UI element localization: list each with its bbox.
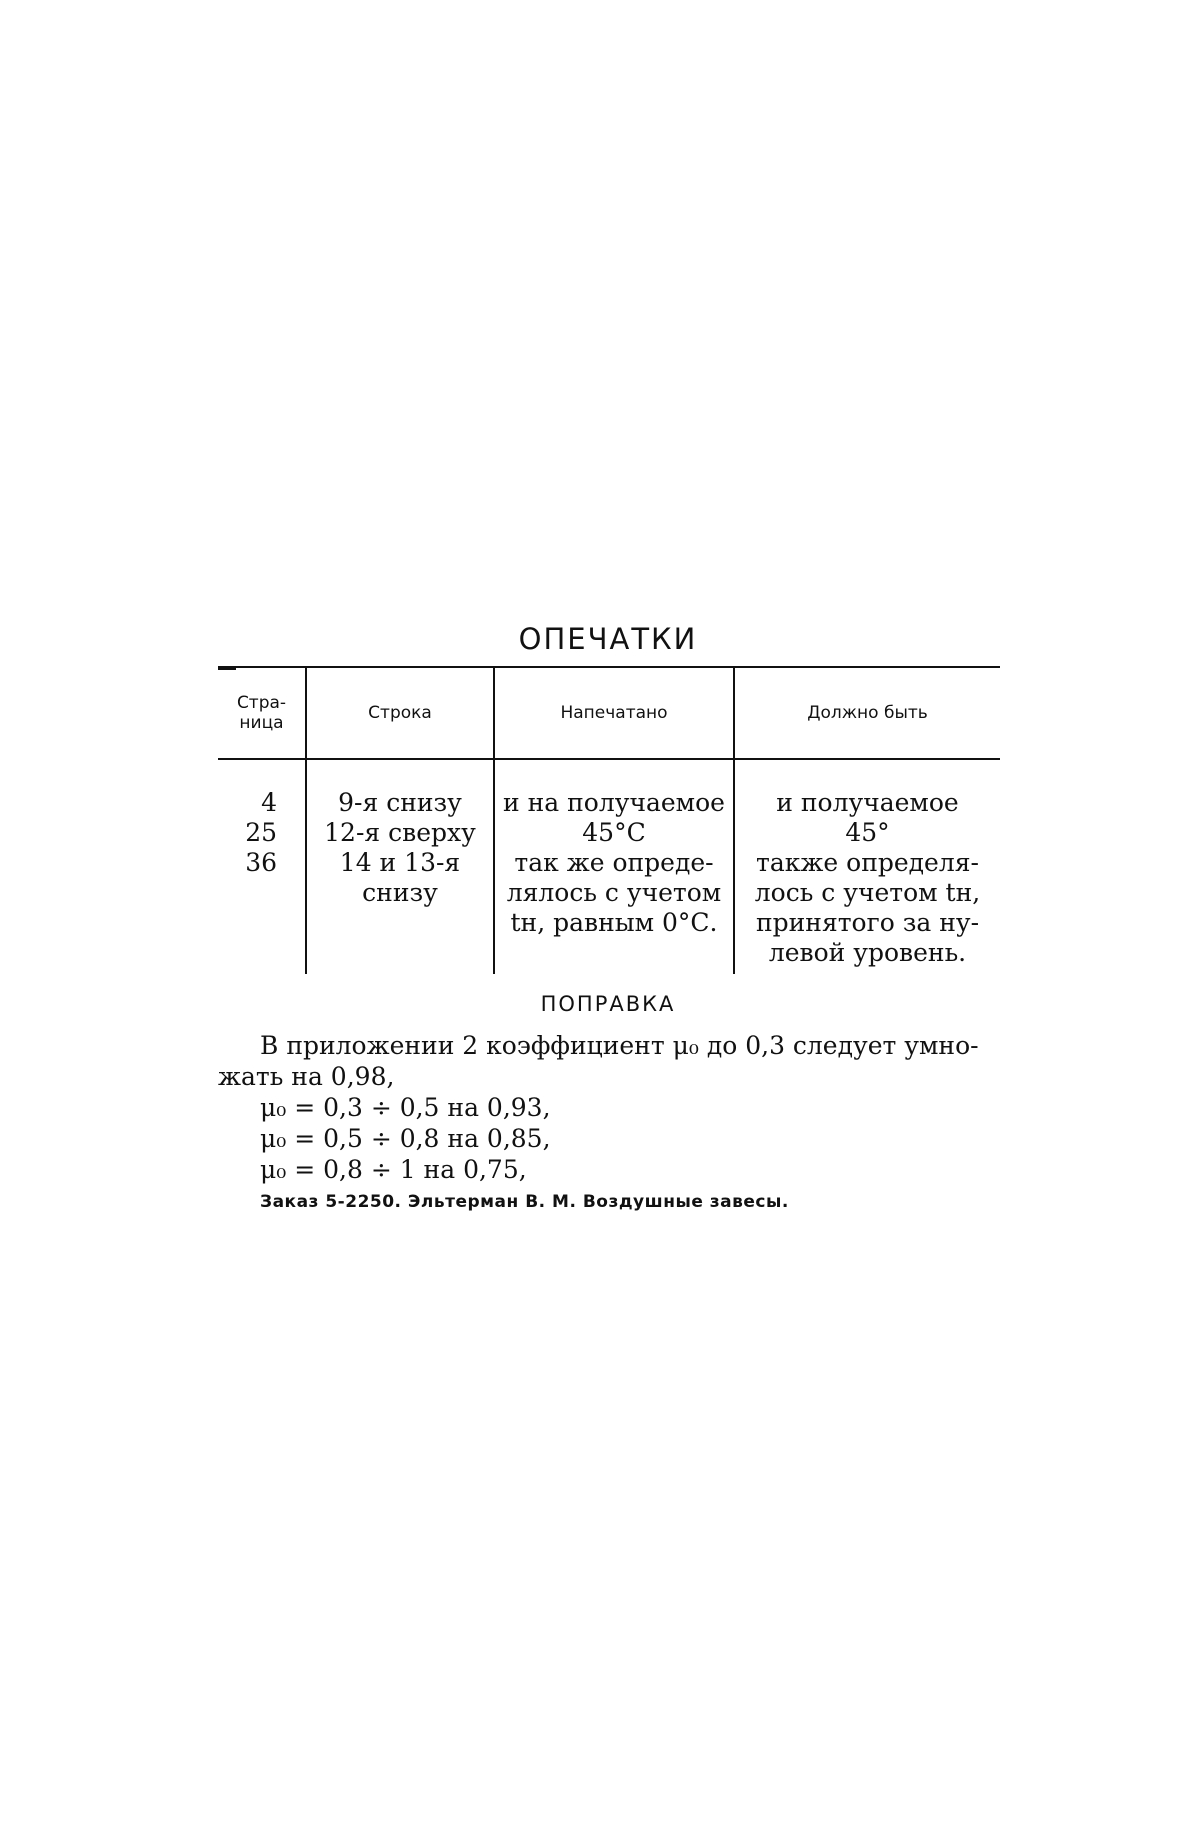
errata-header-row	[218, 667, 1000, 759]
errata-table	[218, 666, 1000, 974]
printed-value: и на получаемое	[503, 788, 725, 817]
should-be-value: лось с учетом tн,	[754, 878, 981, 907]
printed-value: так же опреде-	[514, 848, 714, 877]
should-be-cell	[734, 759, 1000, 974]
header-should-be: Должно быть	[734, 667, 1000, 759]
header-page-text: Стра- ница	[236, 693, 287, 733]
line-value: 12-я сверху	[324, 818, 476, 847]
order-footer: Заказ 5-2250. Эльтерман В. М. Воздушные завесы.	[260, 1192, 789, 1212]
correction-formula: μ₀ = 0,8 ÷ 1 на 0,75,	[260, 1155, 527, 1184]
correction-line: жать на 0,98,	[218, 1062, 395, 1091]
should-be-value: и получаемое	[776, 788, 959, 817]
header-page	[218, 667, 306, 759]
should-be-value: левой уровень.	[768, 938, 967, 967]
line-value: 14 и 13-я	[339, 848, 461, 877]
should-be-value: принятого за ну-	[755, 908, 980, 937]
errata-title: ОПЕЧАТКИ	[518, 622, 698, 656]
line-value: снизу	[362, 878, 438, 907]
should-be-value: также определя-	[756, 848, 979, 877]
line-value: 9-я снизу	[338, 788, 462, 817]
should-be-value: 45°	[845, 818, 890, 847]
correction-line: В приложении 2 коэффициент μ₀ до 0,3 следует умно-	[260, 1031, 979, 1060]
printed-value: 45°C	[582, 818, 646, 847]
lines-cell	[306, 759, 494, 974]
printed-value: tн, равным 0°С.	[510, 908, 718, 937]
correction-formula: μ₀ = 0,3 ÷ 0,5 на 0,93,	[260, 1093, 551, 1122]
pages-cell	[218, 759, 306, 974]
page-value: 36	[245, 848, 277, 877]
header-line: Строка	[306, 667, 494, 759]
printed-cell	[494, 759, 734, 974]
correction-formula: μ₀ = 0,5 ÷ 0,8 на 0,85,	[260, 1124, 551, 1153]
errata-body-row	[218, 759, 1000, 974]
page-value: 4	[261, 788, 277, 817]
correction-title: ПОПРАВКА	[540, 992, 676, 1016]
header-printed: Напечатано	[494, 667, 734, 759]
correction-text	[218, 1030, 1000, 1185]
printed-value: лялось с учетом	[506, 878, 722, 907]
page-value: 25	[245, 818, 277, 847]
